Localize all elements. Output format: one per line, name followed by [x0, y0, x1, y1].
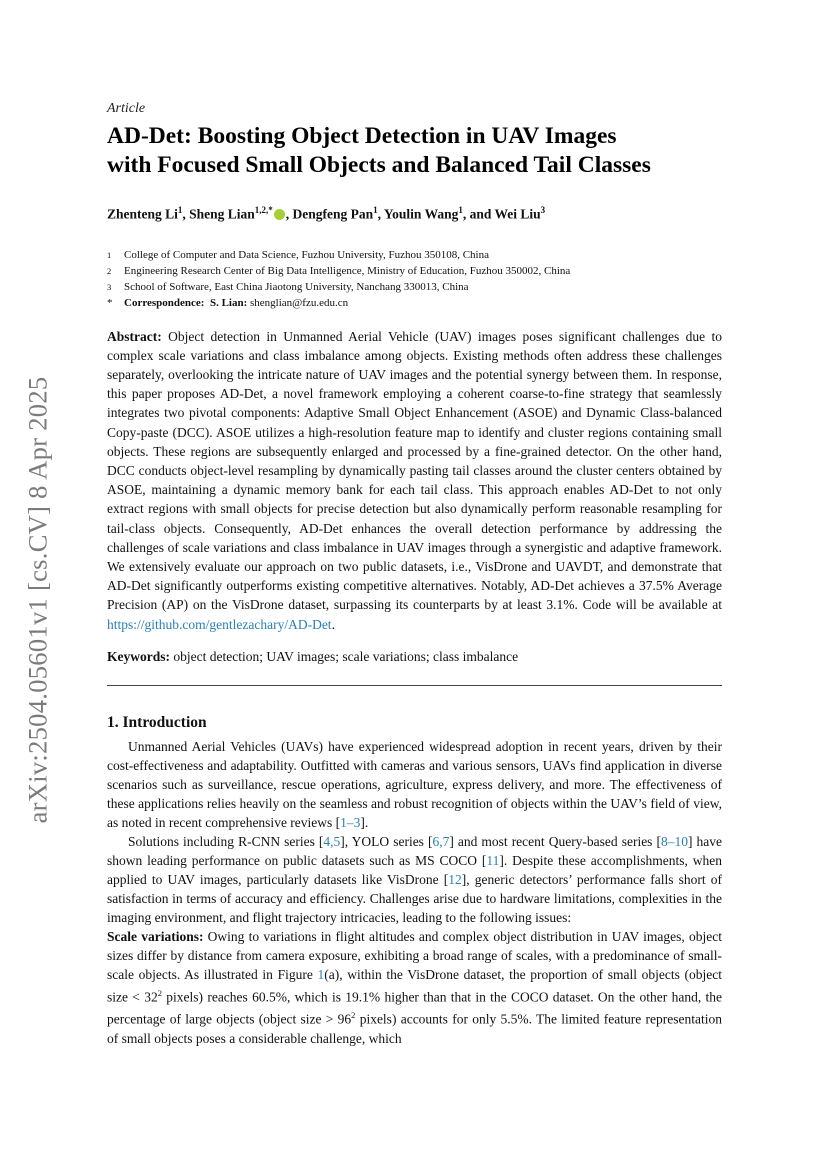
- superscript: 2: [351, 1010, 356, 1021]
- affiliation-text: Engineering Research Center of Big Data Intelligence, Ministry of Education, Fuzhou 350002, China: [124, 264, 571, 277]
- paragraph: [107, 737, 722, 832]
- paragraph-text: ].: [360, 814, 369, 830]
- author-separator: ,: [377, 206, 384, 222]
- paragraph: [107, 832, 722, 927]
- author-affil-sup: 1: [458, 205, 463, 215]
- correspondence-name: S. Lian:: [209, 296, 248, 309]
- author-name: Dengfeng Pan: [292, 206, 374, 222]
- paper-title: [107, 122, 722, 180]
- paragraph-label: Scale variations:: [107, 928, 204, 944]
- author-affil-sup: 1,2,*: [254, 205, 273, 215]
- affiliation-number: 3: [107, 281, 112, 292]
- affiliation-list: [107, 247, 722, 311]
- author-affil-sup: 3: [540, 205, 546, 215]
- paragraph-text: pixels) accounts for only 5.5%. The limited feature representation of small objects poses a considerable challenge, which: [107, 1011, 722, 1046]
- correspondence-email[interactable]: shenglian@fzu.edu.cn: [250, 296, 349, 309]
- affiliation-item: [107, 263, 722, 279]
- paragraph-text: ]. Despite these accomplishments, when applied to UAV images, particularly datasets like VisDrone [: [107, 852, 722, 887]
- keywords: [107, 647, 722, 666]
- section-body: [107, 737, 722, 1048]
- paragraph-text: Unmanned Aerial Vehicles (UAVs) have experienced widespread adoption in recent years, driven by their cost-effectiveness and adaptability. Outfitted with cameras and various sensors, UAVs find application in diverse scenarios such as surveillance, rescue operations, agriculture, express delivery, and more. The effectiveness of these applications relies heavily on the seamless and robust recognition of objects within the UAV’s field of view, as noted in recent comprehensive reviews [: [107, 738, 722, 830]
- paragraph-text: Solutions including R-CNN series [: [128, 833, 324, 849]
- affiliation-item: [107, 247, 722, 263]
- citation-link[interactable]: 12: [448, 871, 462, 887]
- code-link[interactable]: https://github.com/gentlezachary/AD-Det: [107, 616, 332, 632]
- superscript: 2: [157, 987, 162, 998]
- citation-link[interactable]: 1–3: [340, 814, 361, 830]
- abstract-text: Object detection in Unmanned Aerial Vehicle (UAV) images poses significant challenges due to complex scale variations and class imbalance among objects. Existing methods often address these challenges separately, overlooking the intricate nature of UAV images and the potential synergy between them. In response, this paper proposes AD-Det, a novel framework employing a coherent coarse-to-fine strategy that seamlessly integrates two pivotal components: Adaptive Small Object Enhancement (ASOE) and Dynamic Class-balanced Copy-paste (DCC). ASOE utilizes a high-resolution feature map to identify and cluster regions containing small objects. These regions are subsequently enlarged and processed by a fine-grained detector. On the other hand, DCC conducts object-level resampling by dynamically pasting tail classes around the cluster centers obtained by ASOE, maintaining a dynamic memory bank for each tail class. This approach enables AD-Det to not only extract regions with small objects for precise detection but also dynamically perform reasonable resampling for tail-class objects. Consequently, AD-Det enhances the overall detection performance by addressing the challenges of scale variations and class imbalance in UAV images through a synergistic and adaptive framework. We extensively evaluate our approach on two public datasets, i.e., VisDrone and UAVDT, and demonstrate that AD-Det significantly outperforms existing competitive alternatives. Notably, AD-Det achieves a 37.5% Average Precision (AP) on the VisDrone dataset, surpassing its counterparts by at least 3.1%. Code will be available at: [107, 328, 723, 613]
- arxiv-id[interactable]: arXiv:2504.05601v1 [cs.CV] 8 Apr 2025: [22, 376, 52, 824]
- author-separator: ,: [285, 206, 293, 222]
- author-list: [107, 201, 722, 224]
- section-heading: 1. Introduction: [107, 713, 207, 731]
- correspondence-mark: *: [107, 296, 113, 309]
- paragraph-text: Owing to variations in flight altitudes and complex object distribution in UAV images, object sizes differ by distance from camera exposure, exhibiting a broad range of scales, with a predominance of small-scale objects. As illustrated in Figure: [107, 928, 722, 982]
- author-name: Wei Liu: [494, 206, 541, 222]
- abstract-end: .: [331, 616, 335, 632]
- author-separator: , and: [462, 206, 495, 222]
- author-name: Sheng Lian: [189, 206, 255, 222]
- affiliation-text: School of Software, East China Jiaotong University, Nanchang 330013, China: [124, 280, 469, 293]
- citation-link[interactable]: 4,5: [323, 833, 341, 849]
- affiliation-text: College of Computer and Data Science, Fuzhou University, Fuzhou 350108, China: [124, 248, 489, 261]
- citation-link[interactable]: 6,7: [432, 833, 450, 849]
- author-name: Zhenteng Li: [107, 206, 178, 222]
- author-affil-sup: 1: [373, 205, 378, 215]
- paragraph-text: (a), within the VisDrone dataset, the proportion of small objects (object size < 32: [107, 966, 723, 1005]
- abstract: [107, 327, 722, 634]
- paper-content: [107, 100, 722, 1048]
- arxiv-stamp: [10, 350, 65, 850]
- paragraph-text: ], YOLO series [: [340, 833, 433, 849]
- paragraph-text: pixels) reaches 60.5%, which is 19.1% higher than that in the COCO dataset. On the other hand, the percentage of large objects (object size > 96: [107, 989, 722, 1027]
- correspondence: [107, 295, 722, 311]
- author-separator: ,: [182, 206, 190, 222]
- title-line-1: AD-Det: Boosting Object Detection in UAV Images: [107, 123, 617, 149]
- correspondence-label: Correspondence:: [124, 296, 205, 309]
- paragraph-text: ], generic detectors’ performance falls short of satisfaction in terms of accuracy and efficiency. Challenges arise due to hardware limitations, complexities in the imaging environment, and flight trajectory intricacies, leading to the following issues:: [107, 871, 722, 925]
- paragraph-text: ] have shown leading performance on public datasets such as MS COCO [: [107, 833, 722, 868]
- figure-link[interactable]: 1: [317, 966, 325, 982]
- title-line-2: with Focused Small Objects and Balanced Tail Classes: [107, 152, 651, 178]
- author-name: Youlin Wang: [383, 206, 459, 222]
- article-label: Article: [107, 101, 146, 116]
- paragraph: [107, 927, 722, 1048]
- citation-link[interactable]: 11: [486, 852, 500, 868]
- affiliation-number: 2: [107, 265, 112, 276]
- citation-link[interactable]: 8–10: [660, 833, 688, 849]
- author-affil-sup: 1: [177, 205, 183, 215]
- affiliation-number: 1: [107, 249, 112, 260]
- correspondence-text: [124, 295, 722, 311]
- keywords-label: Keywords:: [107, 648, 170, 664]
- paragraph-text: ] and most recent Query-based series [: [449, 833, 661, 849]
- abstract-label: Abstract:: [107, 328, 162, 344]
- affiliation-item: [107, 279, 722, 295]
- orcid-icon[interactable]: [274, 209, 285, 220]
- keywords-text: object detection; UAV images; scale variations; class imbalance: [173, 648, 519, 664]
- section-divider: [107, 685, 722, 686]
